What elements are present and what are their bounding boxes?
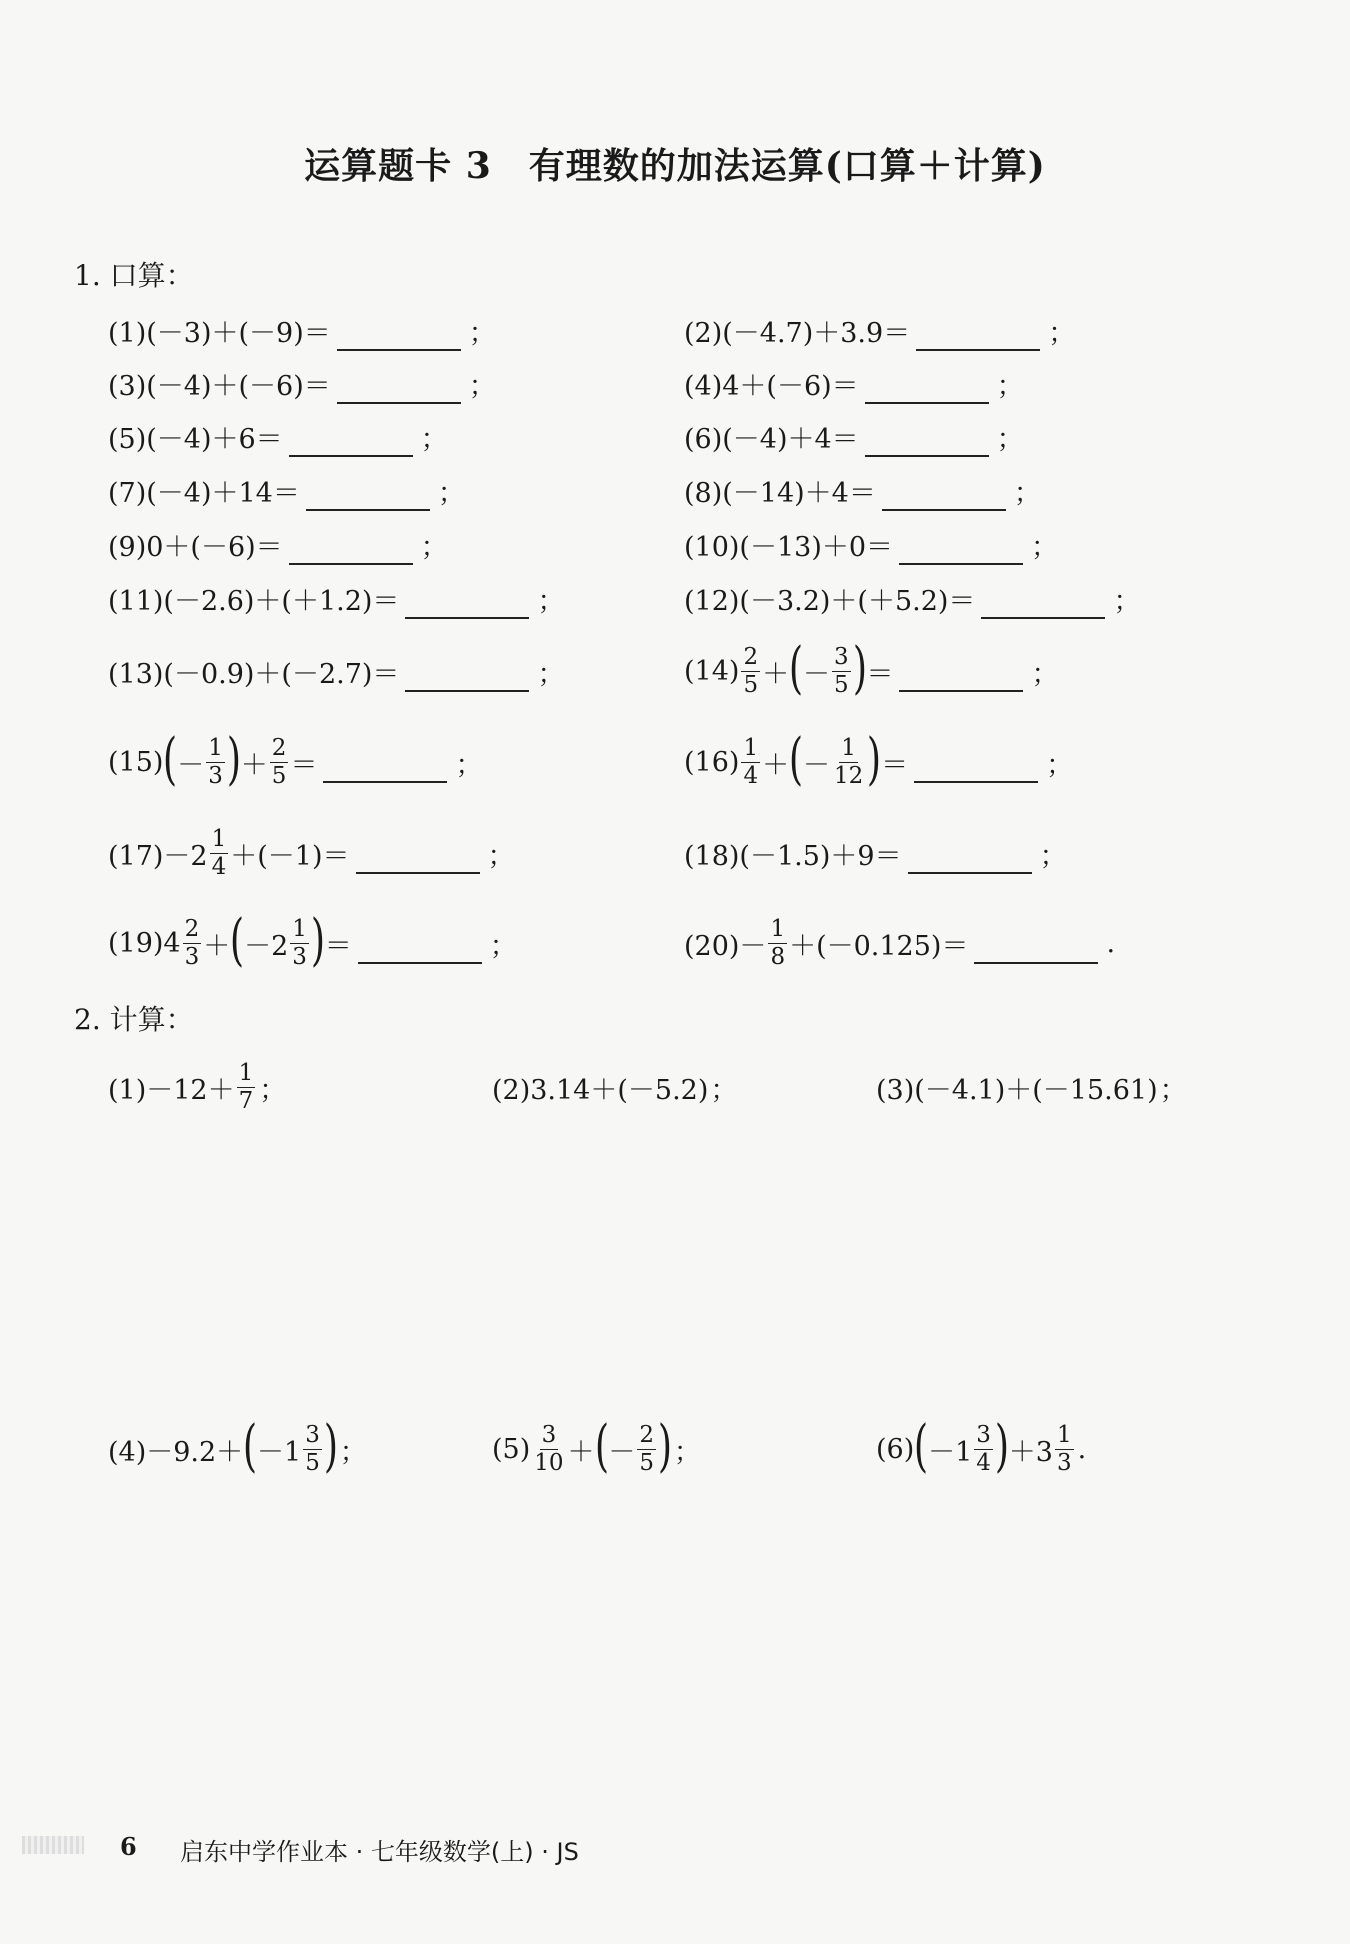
fraction: $\frac{3}{5}$	[305, 1422, 320, 1476]
q2-6: (6) ( －1 $\frac{3}{4}$ ) ＋3 $\frac{1}{3}$ .	[876, 1414, 1087, 1479]
q1-8: (8)(－14)＋4＝ ；	[684, 455, 1041, 525]
answer-blank[interactable]	[337, 317, 461, 351]
answer-blank[interactable]	[337, 370, 461, 404]
scan-marker	[22, 1836, 84, 1854]
answer-blank[interactable]	[899, 531, 1023, 565]
section2-label: 2. 计算：	[74, 1003, 194, 1036]
answer-blank[interactable]	[405, 585, 529, 619]
q1-11: (11)(－2.6)＋(＋1.2)＝ ；	[108, 563, 564, 633]
answer-blank[interactable]	[914, 749, 1038, 783]
q1-4: (4)4＋(－6)＝ ；	[684, 348, 1024, 418]
q1-20: (20)－ $\frac{1}{8}$ ＋(－0.125)＝ .	[684, 916, 1116, 970]
answer-blank[interactable]	[908, 840, 1032, 874]
q1-9: (9)0＋(－6)＝ ；	[108, 509, 448, 579]
answer-blank[interactable]	[289, 531, 413, 565]
q2-2: (2)3.14＋(－5.2) ；	[492, 1074, 738, 1106]
q1-10: (10)(－13)＋0＝ ；	[684, 509, 1058, 579]
q2-3: (3)(－4.1)＋(－15.61) ；	[876, 1074, 1187, 1106]
q1-13: (13)(－0.9)＋(－2.7)＝ ；	[108, 636, 564, 706]
answer-blank[interactable]	[899, 658, 1023, 692]
section1-label: 1. 口算：	[74, 259, 194, 292]
q1-14: (14) $\frac{2}{5}$ ＋ ( － $\frac{3}{5}$ ) ＝ ；	[684, 636, 1059, 701]
answer-blank[interactable]	[865, 423, 989, 457]
fraction: $\frac{3}{4}$	[976, 1422, 991, 1476]
page-number: 6	[120, 1832, 137, 1861]
fraction: $\frac{1}{3}$	[208, 735, 223, 789]
q1-7: (7)(－4)＋14＝ ；	[108, 455, 465, 525]
q1-17: (17)－2 $\frac{1}{4}$ ＋(－1)＝ ；	[108, 826, 515, 880]
fraction: $\frac{1}{3}$	[1056, 1422, 1072, 1476]
answer-blank[interactable]	[974, 930, 1098, 964]
q1-19: (19)4 $\frac{2}{3}$ ＋ ( －2 $\frac{1}{3}$ ) ＝ ；	[108, 908, 517, 973]
q1-5: (5)(－4)＋6＝ ；	[108, 401, 448, 471]
q2-1: (1)－12＋ $\frac{1}{7}$ ；	[108, 1060, 287, 1114]
fraction: $\frac{2}{5}$	[639, 1422, 655, 1476]
q1-15: (15) ( － $\frac{1}{3}$ ) ＋ $\frac{2}{5}$ ＝ ；	[108, 727, 483, 792]
q1-3: (3)(－4)＋(－6)＝ ；	[108, 348, 496, 418]
answer-blank[interactable]	[289, 423, 413, 457]
q1-16: (16) $\frac{1}{4}$ ＋ ( － $\frac{1}{12}$ ) ＝ ；	[684, 727, 1074, 792]
answer-blank[interactable]	[405, 658, 529, 692]
q1-6: (6)(－4)＋4＝ ；	[684, 401, 1024, 471]
fraction: $\frac{1}{3}$	[292, 916, 307, 970]
answer-blank[interactable]	[323, 749, 447, 783]
q1-2: (2)(－4.7)＋3.9＝ ；	[684, 295, 1075, 365]
fraction: $\frac{3}{5}$	[833, 644, 849, 698]
answer-blank[interactable]	[916, 317, 1040, 351]
answer-blank[interactable]	[306, 477, 430, 511]
answer-blank[interactable]	[356, 840, 480, 874]
fraction: $\frac{2}{3}$	[184, 916, 200, 970]
fraction: $\frac{1}{12}$	[833, 735, 864, 789]
fraction: $\frac{1}{4}$	[743, 735, 759, 789]
fraction: $\frac{2}{5}$	[743, 644, 759, 698]
q1-12: (12)(－3.2)＋(＋5.2)＝ ；	[684, 563, 1140, 633]
page-title: 运算题卡 3 有理数的加法运算(口算＋计算)	[304, 145, 1046, 187]
page-footer	[0, 1826, 1350, 1866]
fraction: $\frac{1}{7}$	[238, 1060, 254, 1114]
fraction: $\frac{2}{5}$	[271, 735, 287, 789]
fraction: $\frac{3}{10}$	[534, 1422, 564, 1476]
answer-blank[interactable]	[882, 477, 1006, 511]
q1-18: (18)(－1.5)＋9＝ ；	[684, 818, 1067, 888]
q2-4: (4)－9.2＋ ( －1 $\frac{3}{5}$ ) ；	[108, 1414, 367, 1479]
fraction: $\frac{1}{4}$	[211, 826, 227, 880]
answer-blank[interactable]	[981, 585, 1105, 619]
answer-blank[interactable]	[358, 930, 482, 964]
q2-5: (5) $\frac{3}{10}$ ＋ ( － $\frac{2}{5}$ ) ；	[492, 1414, 701, 1479]
series-title: 启东中学作业本 · 七年级数学(上) · JS	[180, 1838, 579, 1866]
answer-blank[interactable]	[865, 370, 989, 404]
q1-1: (1)(－3)＋(－9)＝ ；	[108, 295, 496, 365]
fraction: $\frac{1}{8}$	[770, 916, 786, 970]
